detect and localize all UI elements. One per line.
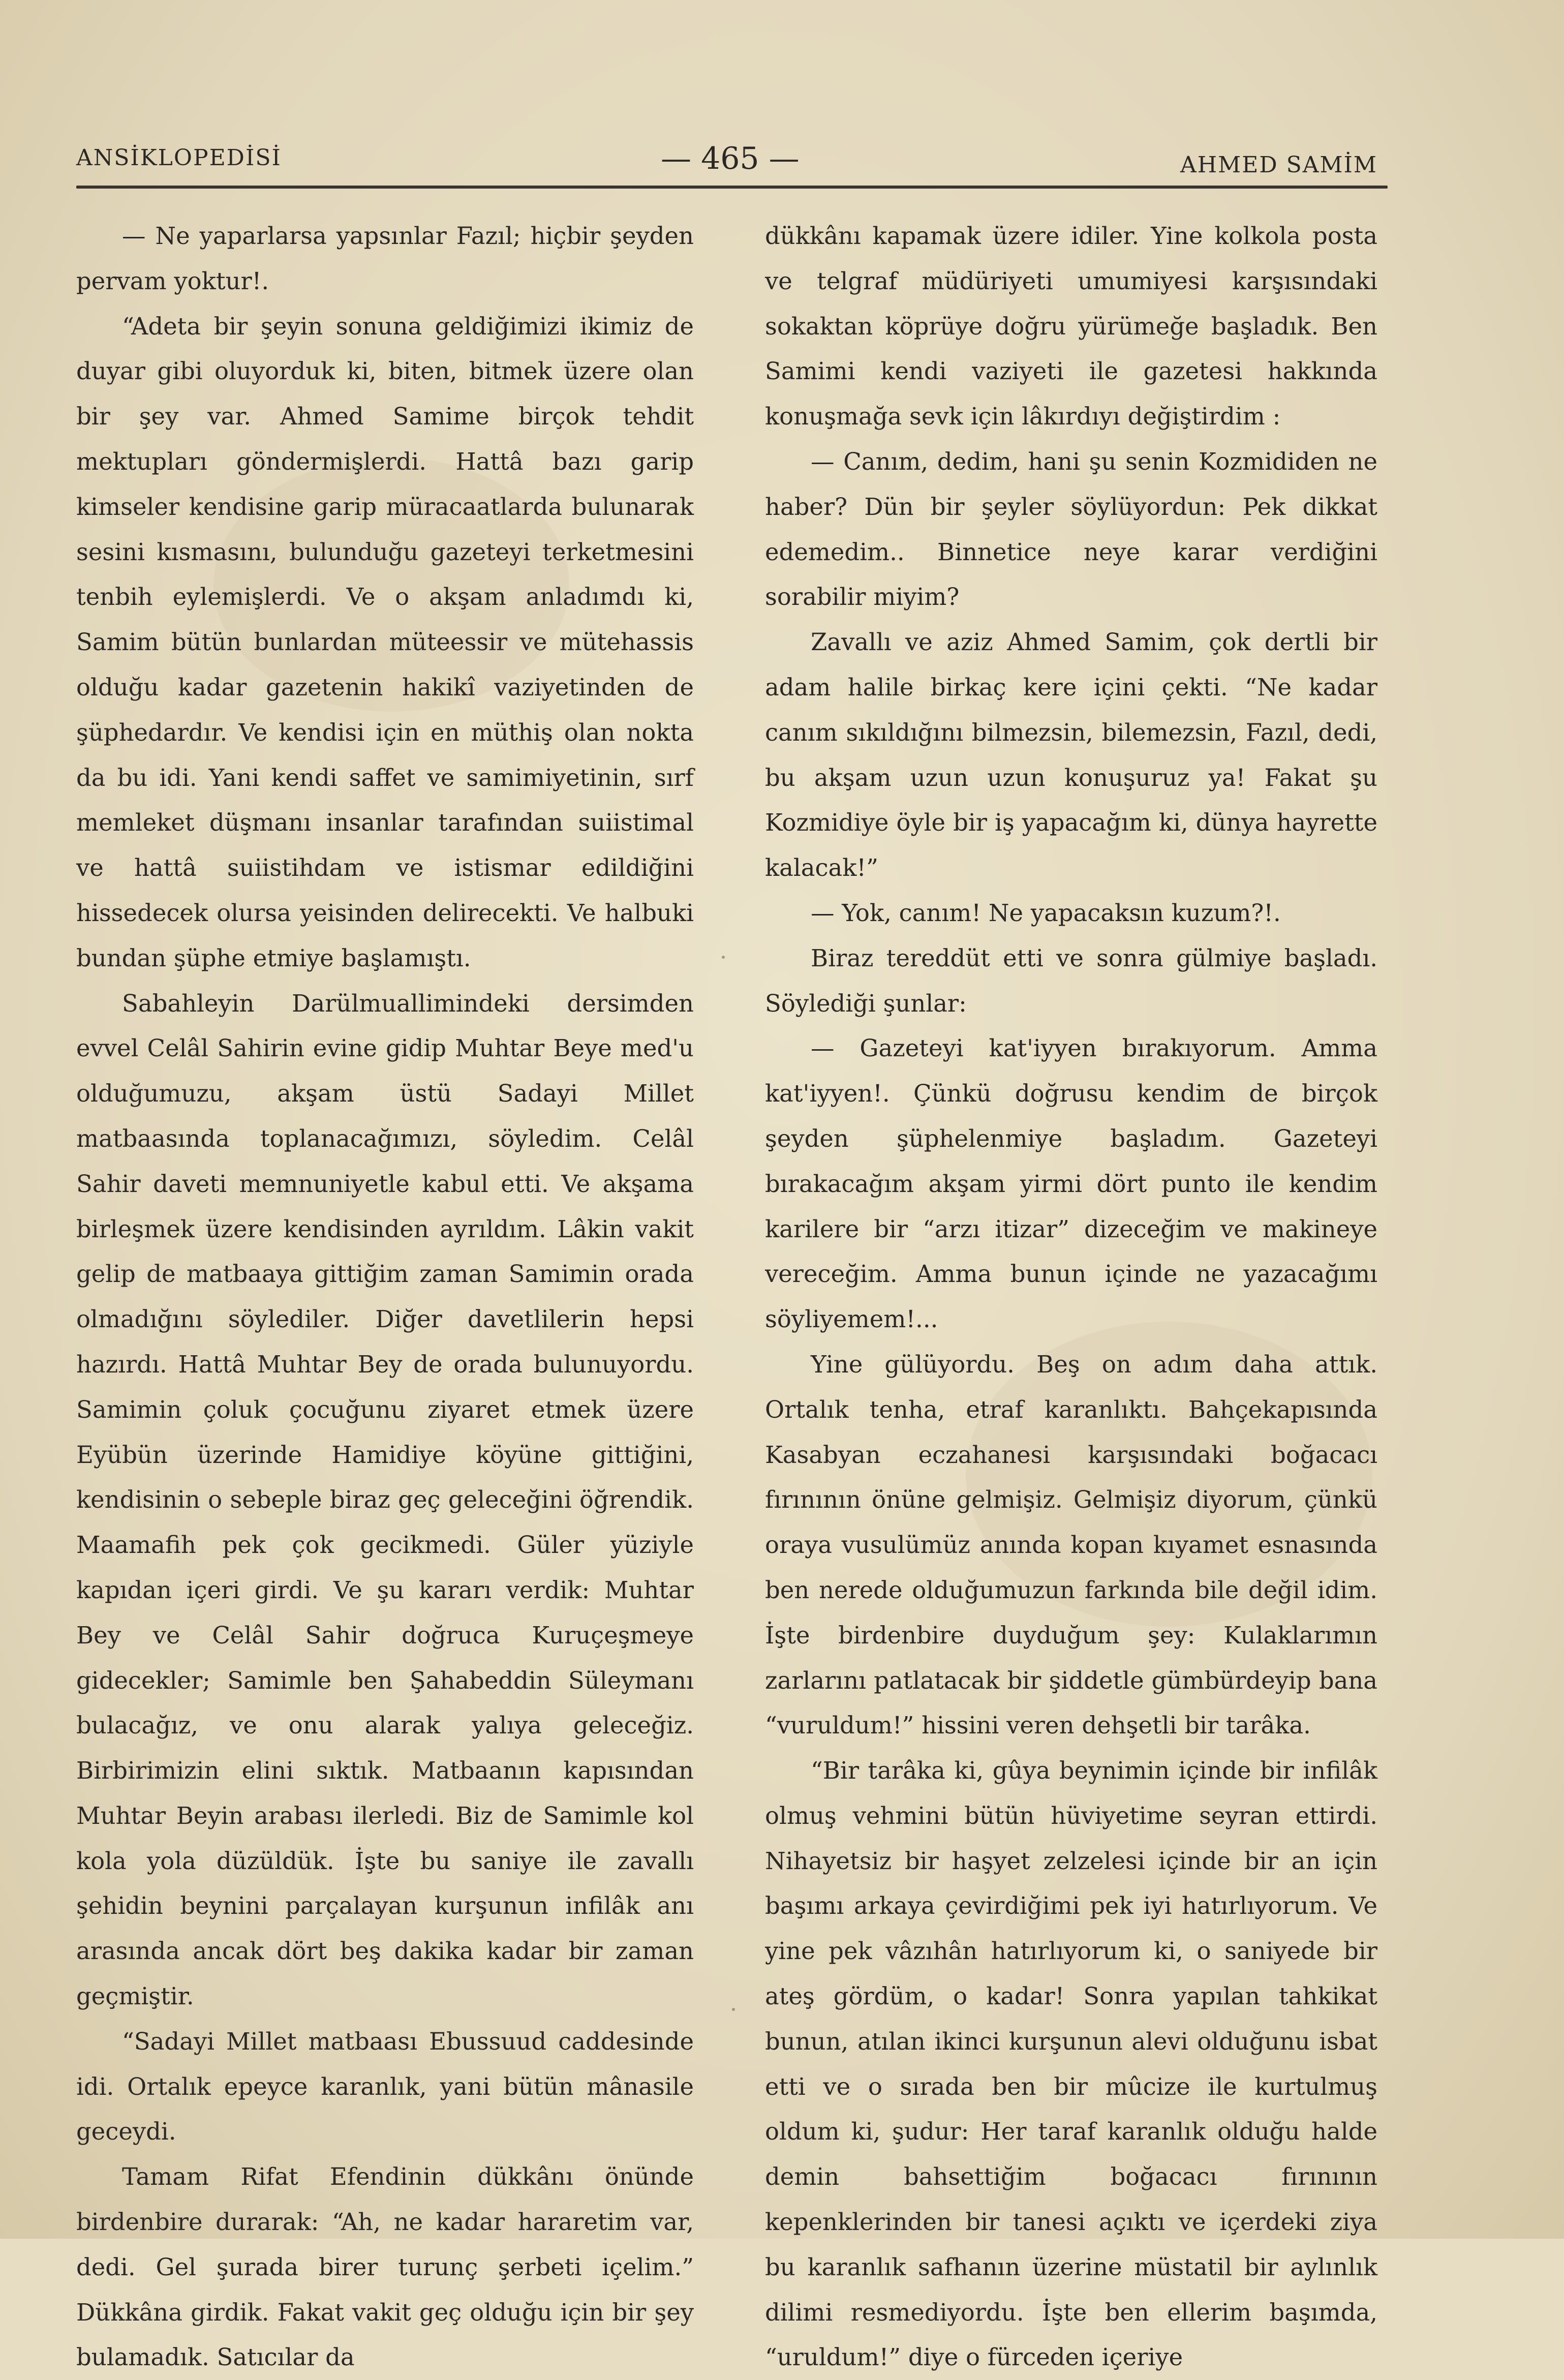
header-publication: ANSİKLOPEDİSİ: [76, 145, 282, 171]
paragraph: “Sadayi Millet matbaası Ebussuud caddesinde idi. Ortalık epeyce karanlık, yani bütün mânasile geceydi.: [76, 2027, 694, 2146]
paragraph: — Yok, canım! Ne yapacaksın kuzum?!.: [811, 899, 1281, 927]
paragraph: “Bir tarâka ki, gûya beynimin içinde bir infilâk olmuş vehmini bütün hüviyetime seyran ettirdi. Nihayetsiz bir haşyet zelzelesi içinde bir an için başımı arkaya çevirdiğimi pek iyi hatırlıyorum. Ve yine pek vâzıhân hatırlıyorum ki, o saniyede bir ateş gördüm, o kadar! Sonra yapılan tahkikat bunun, atılan ikinci kurşunun alevi olduğunu isbat etti ve o sırada ben bir mûcize ile kurtulmuş oldum ki, şudur: Her taraf karanlık olduğu halde demin bahsettiğim boğacacı fırınının kepenklerinden bir tanesi açıktı ve içerdeki ziya bu karanlık safhanın üzerine müstatil bir aylınlık dilimi resmediyordu. İşte ben ellerim başımda, “uruldum!” diye o fürceden içeriye: [765, 1757, 1377, 2371]
paragraph: Sabahleyin Darülmuallimindeki dersimden evvel Celâl Sahirin evine gidip Muhtar Beye med'u olduğumuzu, akşam üstü Sadayi Millet matbaasında toplanacağımızı, söyledim. Celâl Sahir daveti memnuniyetle kabul etti. Ve akşama birleşmek üzere kendisinden ayrıldım. Lâkin vakit gelip de matbaaya gittiğim zaman Samimin orada olmadığını söylediler. Diğer davetlilerin hepsi hazırdı. Hattâ Muhtar Bey de orada bulunuyordu. Samimin çoluk çocuğunu ziyaret etmek üzere Eyübün üzerinde Hamidiye köyüne gittiğini, kendisinin o sebeple biraz geç geleceğini öğrendik. Maamafih pek çok gecikmedi. Güler yüziyle kapıdan içeri girdi. Ve şu kararı verdik: Muhtar Bey ve Celâl Sahir doğruca Kuruçeşmeye gidecekler; Samimle ben Şahabeddin Süleymanı bulacağız, ve onu alarak yalıya geleceğiz. Birbirimizin elini sıktık. Matbaanın kapısından Muhtar Beyin arabası ilerledi. Biz de Samimle kol kola yola düzüldük. İşte bu saniye ile zavallı şehidin beynini parçalayan kurşunun infilâk anı arasında ancak dört beş dakika kadar bir zaman geçmiştir.: [76, 989, 694, 2010]
paragraph: — Ne yaparlarsa yapsınlar Fazıl; hiçbir şeyden pervam yoktur!.: [76, 222, 694, 295]
paragraph: Tamam Rifat Efendinin dükkânı önünde birdenbire durarak: “Ah, ne kadar hararetim var, dedi. Gel şurada birer turunç şerbeti içelim.” Dükkâna girdik. Fakat vakit geç olduğu için bir şey bulamadık. Satıcılar da: [76, 2163, 694, 2371]
header-rule: [76, 186, 1388, 189]
paragraph: “Adeta bir şeyin sonuna geldiğimizi ikimiz de duyar gibi oluyorduk ki, biten, bitmek üzere olan bir şey var. Ahmed Samime birçok tehdit mektupları göndermişlerdi. Hattâ bazı garip kimseler kendisine garip müracaatlarda bulunarak sesini kısmasını, bulunduğu gazeteyi terketmesini tenbih eylemişlerdi. Ve o akşam anladımdı ki, Samim bütün bunlardan müteessir ve mütehassis olduğu kadar gazetenin hakikî vaziyetinden de şüphedardır. Ve kendisi için en müthiş olan nokta da bu idi. Yani kendi saffet ve samimiyetinin, sırf memleket düşmanı insanlar tarafından suiistimal ve hattâ suiistihdam ve istismar edildiğini hissedecek olursa yeisinden delirecekti. Ve halbuki bundan şüphe etmiye başlamıştı.: [76, 312, 694, 972]
paragraph: dükkânı kapamak üzere idiler. Yine kolkola posta ve telgraf müdüriyeti umumiyesi karşısındaki sokaktan köprüye doğru yürümeğe başladık. Ben Samimi kendi vaziyeti ile gazetesi hakkında konuşmağa sevk için lâkırdıyı değiştirdim :: [765, 222, 1377, 431]
paragraph: Zavallı ve aziz Ahmed Samim, çok dertli bir adam halile birkaç kere içini çekti. “Ne kadar canım sıkıldığını bilmezsin, bilemezsin, Fazıl, dedi, bu akşam uzun uzun konuşuruz ya! Fakat şu Kozmidiye öyle bir iş yapacağım ki, dünya hayrette kalacak!”: [765, 628, 1377, 882]
header-article-title: AHMED SAMİM: [1180, 152, 1377, 178]
left-text-column: [76, 213, 694, 2371]
paragraph: Yine gülüyordu. Beş on adım daha attık. Ortalık tenha, etraf karanlıktı. Bahçekapısında Kasabyan eczahanesi karşısındaki boğacacı fırınının önüne gelmişiz. Gelmişiz diyorum, çünkü oraya vusulümüz anında kopan kıyamet esnasında ben nerede olduğumuzun farkında bile değil idim. İşte birdenbire duyduğum şey: Kulaklarımın zarlarını patlatacak bir şiddetle gümbürdeyip bana “vuruldum!” hissini veren dehşetli bir tarâka.: [765, 1350, 1377, 1740]
paragraph: — Gazeteyi kat'iyyen bırakıyorum. Amma kat'iyyen!. Çünkü doğrusu kendim de birçok şeyden şüphelenmiye başladım. Gazeteyi bırakacağım akşam yirmi dört punto ile kendim karilere bir “arzı itizar” dizeceğim ve makineye vereceğim. Amma bunun içinde ne yazacağımı söyliyemem!...: [765, 1034, 1377, 1333]
running-header: [76, 141, 1377, 191]
paragraph: Biraz tereddüt etti ve sonra gülmiye başladı. Söylediği şunlar:: [765, 944, 1377, 1017]
ink-speck: [722, 956, 725, 959]
paragraph: — Canım, dedim, hani şu senin Kozmididen ne haber? Dün bir şeyler söylüyordun: Pek dikkat edemedim.. Binnetice neye karar verdiğini sorabilir miyim?: [765, 447, 1377, 611]
right-text-column: [765, 213, 1377, 2371]
page-number: — 465 —: [661, 141, 800, 176]
ink-speck: [732, 2008, 735, 2011]
